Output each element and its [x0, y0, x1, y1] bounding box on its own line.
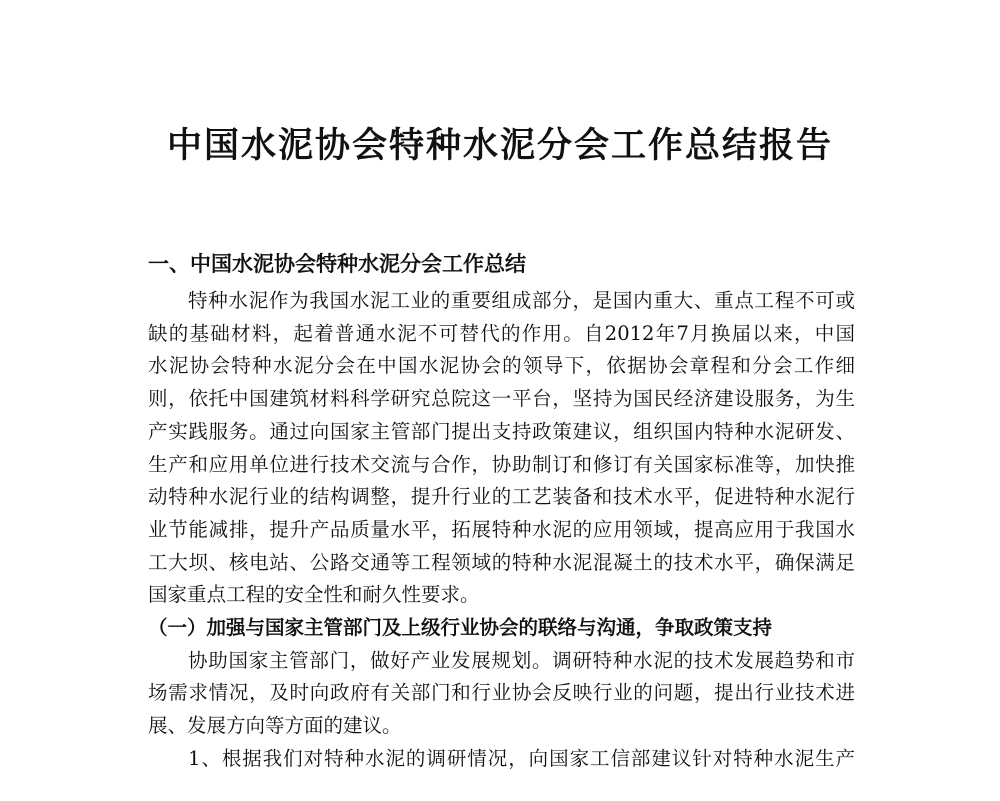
- paragraph-line: 业节能减排，提升产品质量水平，拓展特种水泥的应用领域，提高应用于我国水: [148, 517, 855, 541]
- paragraph-line: 产实践服务。通过向国家主管部门提出支持政策建议，组织国内特种水泥研发、: [148, 419, 855, 443]
- paragraph-line: 国家重点工程的安全性和耐久性要求。: [148, 583, 480, 607]
- document-title: 中国水泥协会特种水泥分会工作总结报告: [166, 126, 833, 166]
- paragraph-line: 缺的基础材料，起着普通水泥不可替代的作用。自2012年7月换届以来，中国: [148, 321, 855, 345]
- subheading: （一）加强与国家主管部门及上级行业协会的联络与沟通，争取政策支持: [148, 616, 773, 640]
- paragraph-line: 水泥协会特种水泥分会在中国水泥协会的领导下，依据协会章程和分会工作细: [148, 354, 855, 378]
- document-body: [148, 285, 855, 776]
- paragraph-line: 特种水泥作为我国水泥工业的重要组成部分，是国内重大、重点工程不可或: [188, 289, 855, 312]
- paragraph-line: 则，依托中国建筑材料科学研究总院这一平台，坚持为国民经济建设服务，为生: [148, 387, 855, 411]
- paragraph-line: 生产和应用单位进行技术交流与合作，协助制订和修订有关国家标准等，加快推: [148, 452, 855, 476]
- paragraph-line: 场需求情况，及时向政府有关部门和行业协会反映行业的问题，提出行业技术进: [148, 681, 855, 705]
- paragraph-line: 1、根据我们对特种水泥的调研情况，向国家工信部建议针对特种水泥生产: [188, 746, 855, 770]
- paragraph-line: 展、发展方向等方面的建议。: [148, 714, 402, 738]
- section-heading: 一、中国水泥协会特种水泥分会工作总结: [148, 252, 526, 276]
- paragraph-line: 工大坝、核电站、公路交通等工程领域的特种水泥混凝土的技术水平，确保满足: [148, 550, 855, 574]
- paragraph-line: 动特种水泥行业的结构调整，提升行业的工艺装备和技术水平，促进特种水泥行: [148, 485, 855, 509]
- paragraph-line: 协助国家主管部门，做好产业发展规划。调研特种水泥的技术发展趋势和市: [188, 648, 855, 672]
